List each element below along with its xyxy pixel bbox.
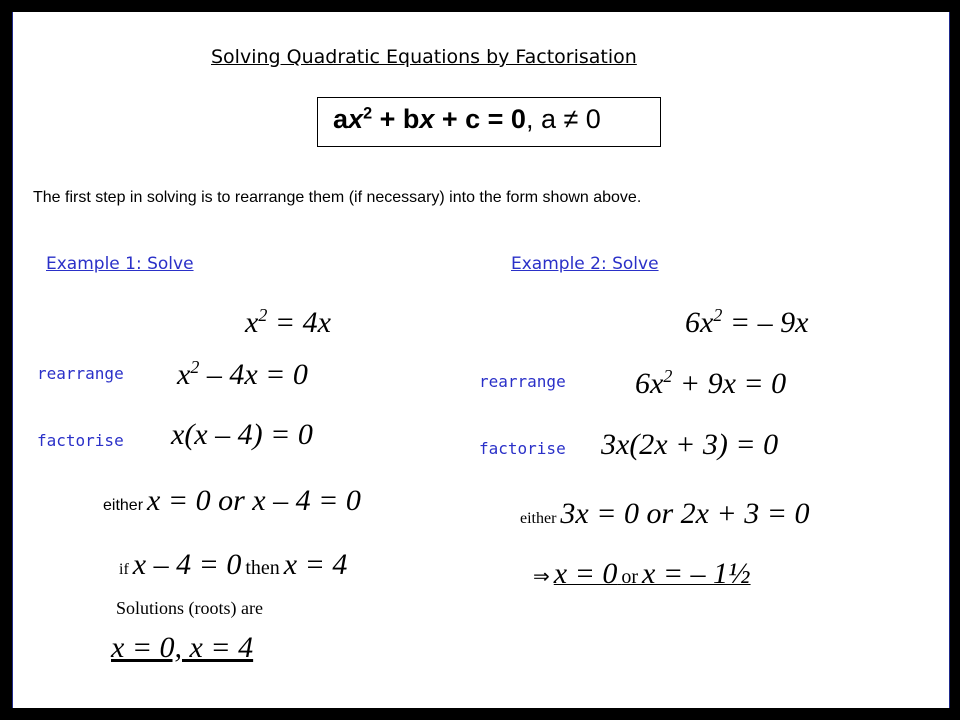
example2-either-label: either [520,510,557,527]
example1-either-label: either [103,497,144,514]
example1-factorise-label: factorise [37,431,124,450]
page-title: Solving Quadratic Equations by Factorisation [211,46,637,68]
example2-heading: Example 2: Solve [511,254,659,274]
example1-then-eq: x = 4 [283,548,348,581]
example1-eq-lhs: x [245,306,259,339]
implies-icon: ⇒ [533,566,550,588]
example1-if-eq: x – 4 = 0 [132,548,242,581]
example1-rearrange-label: rearrange [37,364,124,383]
example1-r-lhs: x [177,358,191,391]
example1-r-exp: 2 [190,357,200,378]
formula-tail: + c = 0 [434,104,526,134]
example2-result-a: x = 0 [553,557,618,590]
formula-a: a [333,104,349,134]
example2-result-or: or [621,566,638,588]
example1-solutions: x = 0, x = 4 [111,631,254,664]
formula-condition: , a ≠ 0 [525,104,601,134]
example2-eq-exp: 2 [713,305,723,326]
example2-r-exp: 2 [663,366,673,387]
example1-either-eq: x = 0 or x – 4 = 0 [147,484,361,517]
example1-either-line [103,484,361,518]
formula-x1: x [348,104,364,134]
example1-equation [245,306,331,340]
example1-eq-rest: = 4x [267,306,331,339]
formula-x2: x [419,104,435,134]
example1-rearranged [177,358,308,392]
example1-heading: Example 1: Solve [46,254,194,274]
example2-eq-rest: = – 9x [722,306,809,339]
example2-result-line [533,557,751,591]
intro-text: The first step in solving is to rearrange them (if necessary) into the form shown above. [33,189,642,206]
example2-result-underlined [553,557,751,590]
example1-then-label: then [245,557,280,579]
formula-exponent: 2 [363,104,373,123]
example1-solutions-label: Solutions (roots) are [116,598,263,618]
example2-either-eq: 3x = 0 or 2x + 3 = 0 [560,497,810,530]
example1-r-rest: – 4x = 0 [199,358,308,391]
formula-mid: + b [372,104,420,134]
example2-rearrange-label: rearrange [479,372,566,391]
example1-factorised: x(x – 4) = 0 [171,418,313,451]
example1-if-line [119,548,347,582]
slide [12,12,950,708]
example2-factorise-label: factorise [479,439,566,458]
example2-rearranged [635,367,786,401]
example2-either-line [520,497,809,531]
example1-eq-exp: 2 [258,305,268,326]
example2-equation [685,306,808,340]
example2-r-rest: + 9x = 0 [672,367,787,400]
general-form-formula [333,104,601,135]
example2-result-b: x = – 1½ [642,557,751,590]
example2-r-lhs: 6x [635,367,664,400]
example1-if-label: if [119,561,129,578]
example2-eq-lhs: 6x [685,306,714,339]
example2-factorised: 3x(2x + 3) = 0 [601,428,779,461]
